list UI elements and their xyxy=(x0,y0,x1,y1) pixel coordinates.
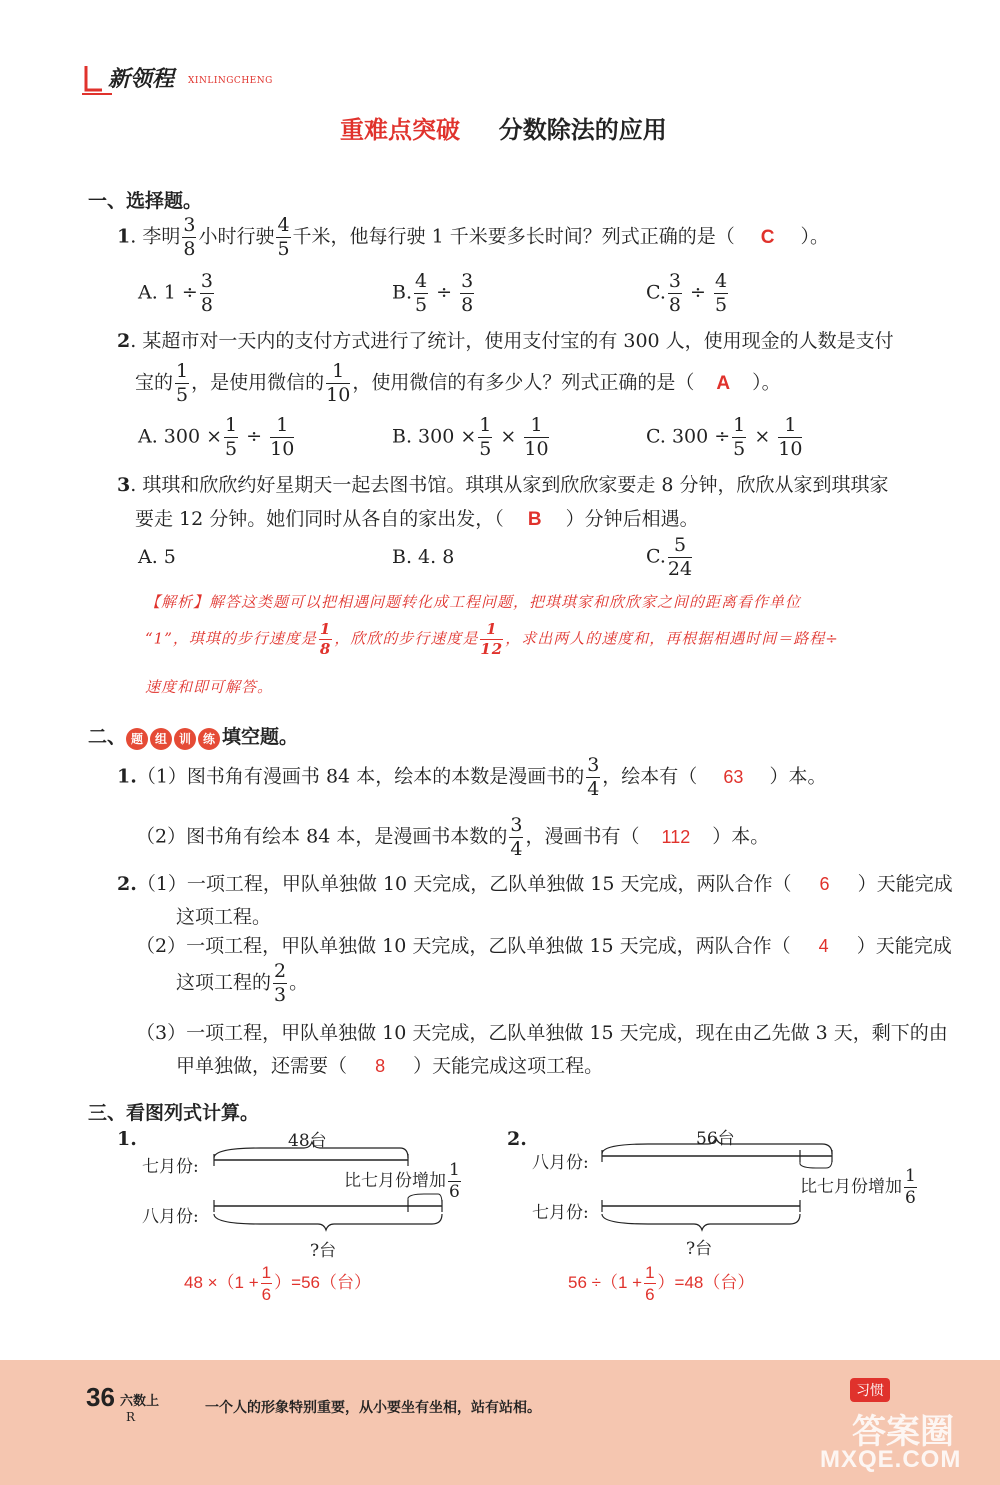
q2-option-a: A. 300 × $\frac{1}{5}$ ÷ $\frac{1}{10}$ xyxy=(138,414,295,460)
question-2-line1: 2. 某超市对一天内的支付方式进行了统计，使用支付宝的有 300 人，使用现金的人数是支付 xyxy=(117,330,894,352)
page-number: 36 xyxy=(86,1382,115,1412)
watermark-url: MXQE.COM xyxy=(820,1446,962,1473)
diagram1-note: 比七月份增加 $\frac{1}{6}$ xyxy=(344,1160,460,1202)
q3-option-a: A. 5 xyxy=(138,546,176,568)
fill-2-2: （2）一项工程，甲队单独做 10 天完成，乙队单独做 15 天完成，两队合作（ 4 ）天能完成 xyxy=(136,935,952,957)
title-right: 分数除法的应用 xyxy=(498,116,667,144)
analysis-line3: 速度和即可解答。 xyxy=(145,678,274,696)
section2-heading: 二、 题 组 训 练 填空题。 xyxy=(88,726,299,748)
badge: 组 xyxy=(150,728,172,750)
diagram1-segments xyxy=(210,1140,460,1240)
title-left: 重难点突破 xyxy=(340,116,460,144)
fill-2-3-line2: 甲单独做，还需要（ 8 ）天能完成这项工程。 xyxy=(176,1055,604,1077)
diagram2-row2-label: 七月份: xyxy=(532,1203,589,1223)
fraction: $\frac{4}{5}$ xyxy=(277,214,290,260)
fill-1-2: （2）图书角有绘本 84 本，是漫画书本数的 $\frac{3}{4}$ ，漫画书有（ 112 ）本。 xyxy=(136,814,770,860)
q2-option-b: B. 300 × $\frac{1}{5}$ × $\frac{1}{10}$ xyxy=(392,414,549,460)
section1-heading: 一、选择题。 xyxy=(88,190,203,212)
question-1: 1. 李明 $\frac{3}{8}$ 小时行驶 $\frac{4}{5}$ 千米，他每行驶 1 千米要多长时间？列式正确的是（ C ）。 xyxy=(117,214,830,260)
badge: 题 xyxy=(126,728,148,750)
diagram2-segments xyxy=(598,1136,838,1236)
fill-2-1: 2.（1）一项工程，甲队单独做 10 天完成，乙队单独做 15 天完成，两队合作（ 6 ）天能完成 xyxy=(117,873,953,895)
q3-option-c: C. $\frac{5}{24}$ xyxy=(646,534,693,580)
fill-2-3: （3）一项工程，甲队单独做 10 天完成，乙队单独做 15 天完成，现在由乙先做 3 天，剩下的由 xyxy=(136,1022,948,1044)
footer-band xyxy=(0,1360,1000,1485)
badge: 练 xyxy=(198,728,220,750)
watermark-logo: 答案圈 xyxy=(852,1412,954,1452)
answer-fill-2-1: 6 xyxy=(819,874,830,894)
question-3-line2: 要走 12 分钟。她们同时从各自的家出发，（ B ）分钟后相遇。 xyxy=(135,508,699,530)
diagram1-row2-label: 八月份: xyxy=(142,1207,199,1227)
question-2-line2: 宝的 $\frac{1}{5}$ ，是使用微信的 $\frac{1}{10}$ ，使用微信的有多少人？列式正确的是（ A ）。 xyxy=(135,360,781,406)
analysis-line2: “1”，琪琪的步行速度是 $\frac{1}{8}$ ，欣欣的步行速度是 $\frac{1}{12}$ ，求出两人的速度和，再根据相遇时间＝路程÷ xyxy=(145,620,839,658)
fill-1-1: 1.（1）图书角有漫画书 84 本，绘本的本数是漫画书的 $\frac{3}{4}$ ，绘本有（ 63 ）本。 xyxy=(117,754,827,800)
q3-option-b: B. 4. 8 xyxy=(392,546,455,568)
answer-fill-2-3: 8 xyxy=(375,1056,386,1076)
diagram2-note: 比七月份增加 $\frac{1}{6}$ xyxy=(800,1166,916,1208)
question-3-line1: 3. 琪琪和欣欣约好星期天一起去图书馆。琪琪从家到欣欣家要走 8 分钟，欣欣从家到琪琪家 xyxy=(117,474,889,496)
brand-sub: XINLINGCHENG xyxy=(188,76,273,86)
edition-label: R xyxy=(126,1410,136,1424)
diagram1-bottom-label: ?台 xyxy=(310,1241,337,1261)
diagram2-num: 2. xyxy=(507,1128,527,1150)
answer-q1: C xyxy=(760,226,775,248)
q1-option-a: A. 1 ÷ $\frac{3}{8}$ xyxy=(138,270,213,316)
answer-q3: B xyxy=(527,509,542,530)
diagram1-top-label: 48台 xyxy=(288,1131,327,1151)
page-title xyxy=(340,110,667,145)
diagram1-answer: 48 ×（1 + $\frac{1}{6}$ ）=56（台） xyxy=(184,1263,371,1304)
diagram2-top-label: 56台 xyxy=(696,1129,735,1149)
answer-fill-1-1: 63 xyxy=(723,766,744,787)
q1-option-b: B. $\frac{4}{5}$ ÷ $\frac{3}{8}$ xyxy=(392,270,474,316)
habit-tag: 习惯 xyxy=(850,1378,890,1402)
answer-fill-2-2: 4 xyxy=(818,936,829,956)
section3-heading: 三、看图列式计算。 xyxy=(88,1102,260,1124)
diagram2-row1-label: 八月份: xyxy=(532,1153,589,1173)
answer-q2: A xyxy=(716,372,731,394)
fill-2-2-line2: 这项工程的 $\frac{2}{3}$ 。 xyxy=(176,960,309,1006)
diagram2-answer: 56 ÷（1 + $\frac{1}{6}$ ）=48（台） xyxy=(568,1263,755,1304)
fill-2-1-line2: 这项工程。 xyxy=(176,906,272,928)
grade-label: 六数上 xyxy=(120,1394,160,1409)
analysis-line1: 【解析】解答这类题可以把相遇问题转化成工程问题，把琪琪家和欣欣家之间的距离看作单位 xyxy=(145,593,802,611)
diagram1-num: 1. xyxy=(117,1128,137,1150)
diagram1-row1-label: 七月份: xyxy=(142,1157,199,1177)
motto: 一个人的形象特别重要，从小要坐有坐相，站有站相。 xyxy=(205,1400,541,1416)
brand-name: 新领程 xyxy=(108,66,175,92)
diagram2-bottom-label: ?台 xyxy=(686,1239,713,1259)
q2-option-c: C. 300 ÷ $\frac{1}{5}$ × $\frac{1}{10}$ xyxy=(646,414,803,460)
brand-logo xyxy=(80,58,310,98)
fraction: $\frac{3}{8}$ xyxy=(183,214,196,260)
answer-fill-1-2: 112 xyxy=(661,826,691,847)
q1-option-c: C. $\frac{3}{8}$ ÷ $\frac{4}{5}$ xyxy=(646,270,728,316)
badge: 训 xyxy=(174,728,196,750)
